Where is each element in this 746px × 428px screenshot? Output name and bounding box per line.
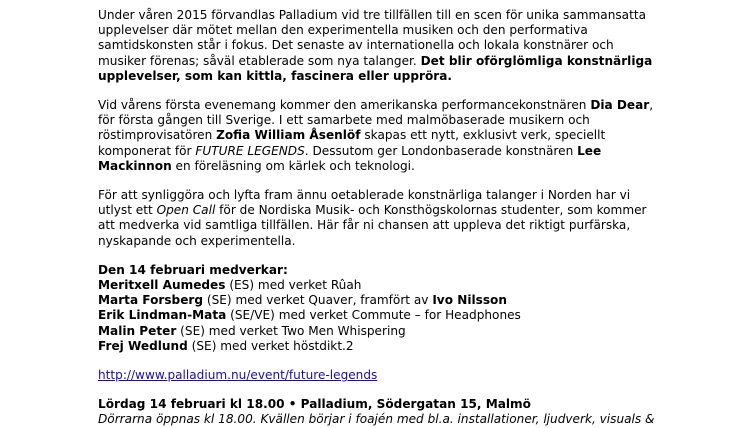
intro-emphasis: Det blir oförglömliga konstnärliga upplevelser, som kan kittla, fascinera eller uppröra. bbox=[98, 53, 653, 83]
work-title: FUTURE LEGENDS bbox=[195, 143, 305, 158]
press-release-body bbox=[98, 8, 658, 428]
performer-name: Ivo Nilsson bbox=[432, 293, 507, 308]
event-partial-text: Dörrarna öppnas kl 18.00. Kvällen börjar i foajén med bl.a. installationer, ljudverk, visuals & bbox=[98, 412, 655, 427]
lineup-item bbox=[98, 278, 658, 293]
open-call-paragraph bbox=[98, 188, 658, 249]
intro-text: Under våren 2015 förvandlas Palladium vid tre tillfällen till en scen för unika sammansatta upplevelser där mötet mellan den experimentella musiken och den performativa samtidskonsten står i fokus. Det senaste av internationella och lokala konstnärer och musiker förenas; såväl etablerade som nya talanger. bbox=[98, 8, 646, 68]
performer-name: Malin Peter bbox=[98, 323, 177, 338]
link-paragraph bbox=[98, 368, 658, 383]
text: Vid vårens första evenemang kommer den amerikanska performancekonstnären bbox=[98, 98, 591, 113]
performer-work: (SE) med verket höstdikt.2 bbox=[187, 338, 354, 353]
performer-work: (SE/VE) med verket Commute – for Headphones bbox=[226, 308, 521, 323]
artist-name: Zofia William Åsenlöf bbox=[216, 128, 361, 143]
lineup-item bbox=[98, 308, 658, 323]
performer-name: Meritxell Aumedes bbox=[98, 278, 226, 293]
artist-name: Lee Mackinnon bbox=[98, 143, 602, 173]
artist-name: Dia Dear bbox=[590, 98, 650, 113]
performer-name: Erik Lindman-Mata bbox=[98, 308, 227, 323]
text: För att synliggöra och lyfta fram ännu oetablerade konstnärliga talanger i Norden har vi utlyst ett bbox=[98, 188, 631, 218]
text: , för första gången till Sverige. I ett samarbete med malmöbaserade musikern och röstimprovisatören bbox=[98, 98, 654, 143]
event-details bbox=[98, 397, 658, 412]
lineup-item bbox=[98, 293, 658, 308]
text: . Dessutom ger Londonbaserade konstnären bbox=[304, 143, 578, 158]
performer-work: (ES) med verket Rûah bbox=[225, 278, 362, 293]
performer-name: Frej Wedlund bbox=[98, 338, 188, 353]
lineup-heading: Den 14 februari medverkar: bbox=[98, 262, 288, 277]
performer-work: (SE) med verket Quaver, framfört av bbox=[203, 293, 433, 308]
lineup-item bbox=[98, 339, 658, 354]
first-event-paragraph bbox=[98, 98, 658, 174]
lineup-item bbox=[98, 324, 658, 339]
text: en föreläsning om kärlek och teknologi. bbox=[171, 158, 415, 173]
open-call-term: Open Call bbox=[156, 203, 216, 218]
performer-name: Marta Forsberg bbox=[98, 293, 204, 308]
event-link[interactable]: http://www.palladium.nu/event/future-legends bbox=[98, 368, 378, 383]
text: skapas ett nytt, exklusivt verk, speciellt komponerat för bbox=[98, 128, 606, 158]
performer-work: (SE) med verket Two Men Whispering bbox=[176, 323, 406, 338]
lineup-section bbox=[98, 263, 658, 354]
intro-paragraph bbox=[98, 8, 658, 84]
text: för de Nordiska Musik- och Konsthögskolornas studenter, som kommer att medverka vid samtliga tillfällen. Här får ni chansen att uppleva det riktigt purfärska, nyskapande och experimentella. bbox=[98, 203, 647, 248]
event-time-place: Lördag 14 februari kl 18.00 • Palladium, Södergatan 15, Malmö bbox=[98, 397, 531, 412]
